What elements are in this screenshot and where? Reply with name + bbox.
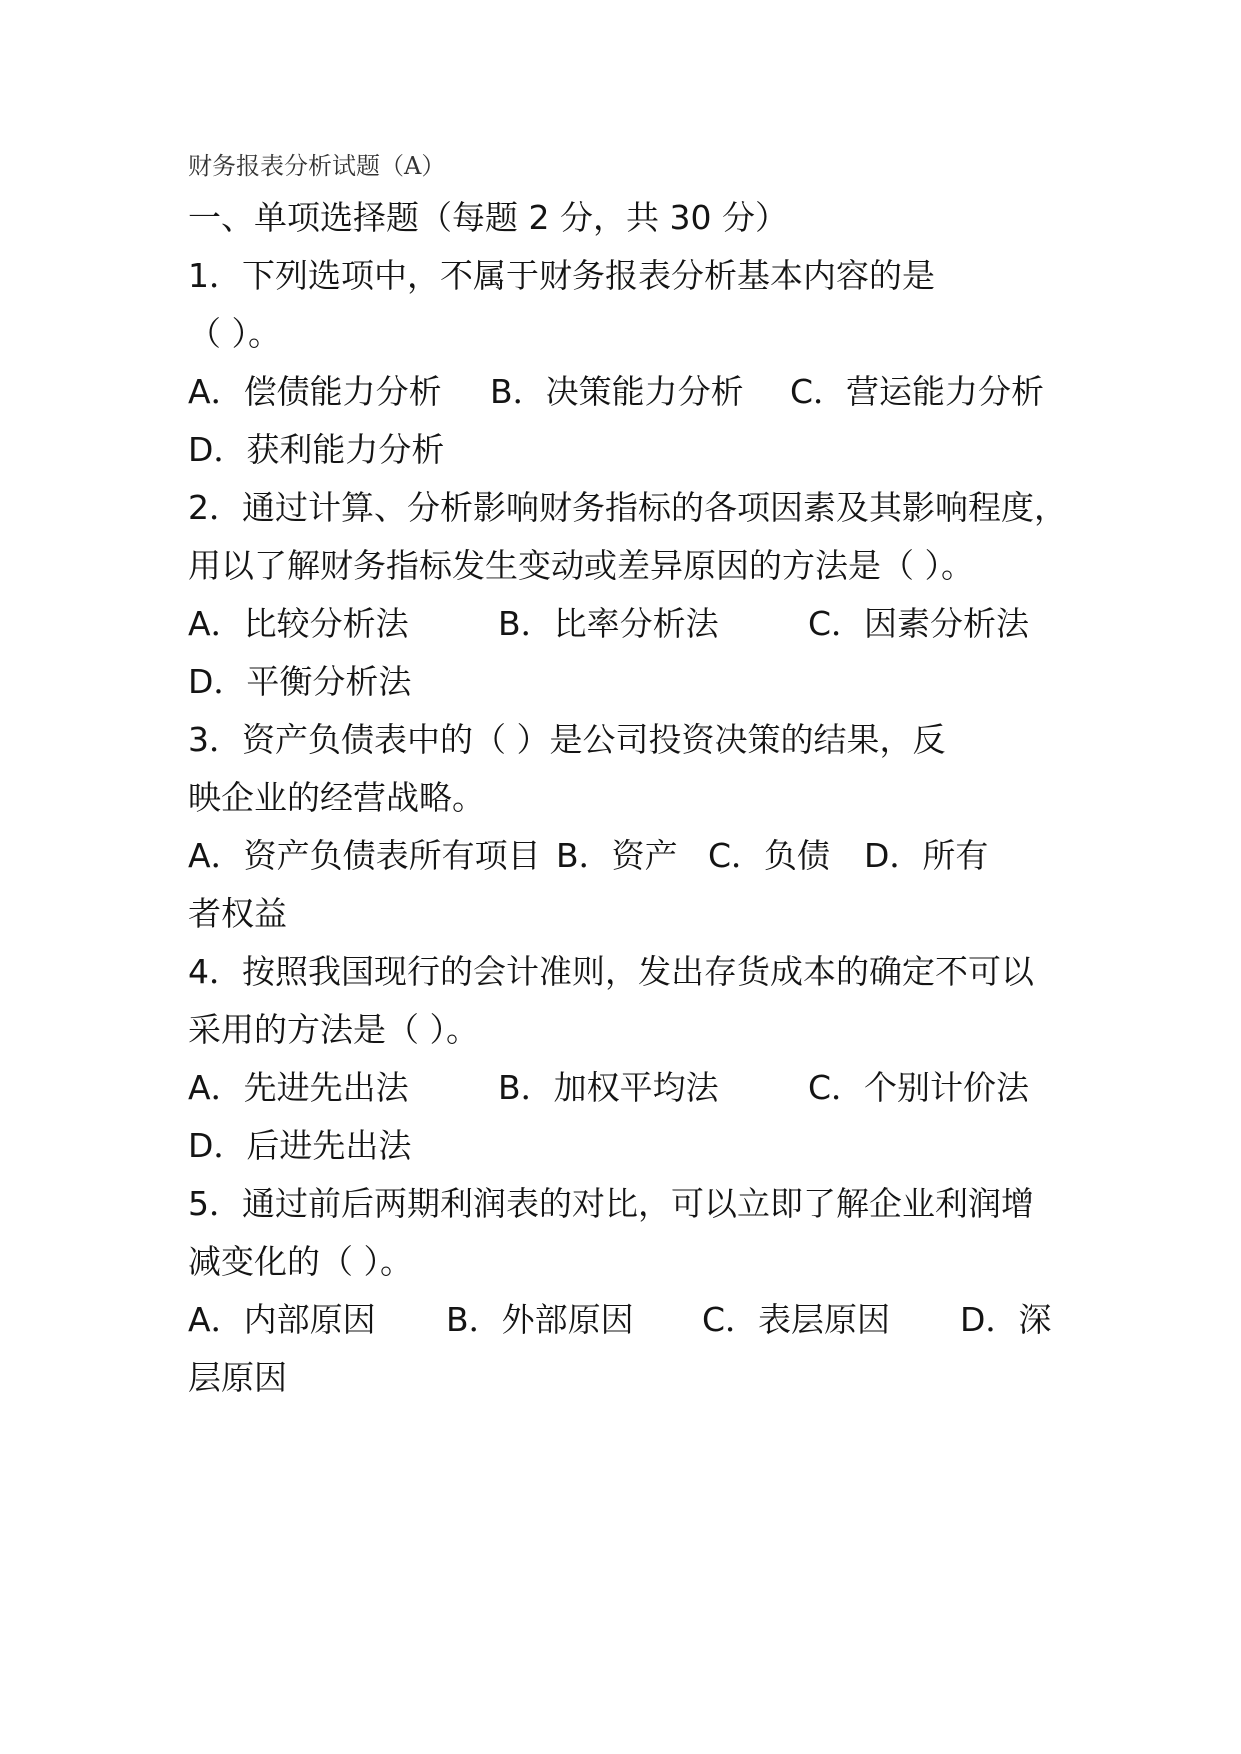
document-title: 财务报表分析试题（A） (188, 152, 446, 180)
question-4-option-c: C．个别计价法 (808, 1068, 1030, 1107)
question-2-option-a: A．比较分析法 (188, 604, 409, 643)
question-5-stem-line-2: 减变化的（ ）。 (188, 1242, 413, 1281)
question-4-stem-line-1: 4．按照我国现行的会计准则，发出存货成本的确定不可以 (188, 952, 1034, 991)
question-5-option-d: D．深 (960, 1300, 1052, 1339)
question-4-stem-line-2: 采用的方法是（ ）。 (188, 1010, 479, 1049)
question-3-stem-line-2: 映企业的经营战略。 (188, 778, 485, 817)
question-2-option-d: D．平衡分析法 (188, 662, 412, 701)
question-4-option-a: A．先进先出法 (188, 1068, 409, 1107)
section-header: 一、单项选择题（每题 2 分，共 30 分） (188, 198, 788, 237)
question-4-option-b: B．加权平均法 (498, 1068, 719, 1107)
question-2-option-c: C．因素分析法 (808, 604, 1030, 643)
question-3-option-c: C．负债 (708, 836, 831, 875)
question-1-option-a: A．偿债能力分析 (188, 372, 442, 411)
question-5-option-a: A．内部原因 (188, 1300, 376, 1339)
question-3-option-d: D．所有 (864, 836, 989, 875)
question-2-stem-line-1: 2．通过计算、分析影响财务指标的各项因素及其影响程度， (188, 488, 1067, 527)
question-3-stem-line-1: 3．资产负债表中的（ ）是公司投资决策的结果，反 (188, 720, 946, 759)
question-5-option-b: B．外部原因 (446, 1300, 634, 1339)
question-2-stem-line-2: 用以了解财务指标发生变动或差异原因的方法是（ ）。 (188, 546, 974, 585)
question-2-option-b: B．比率分析法 (498, 604, 719, 643)
question-1-option-b: B．决策能力分析 (490, 372, 744, 411)
question-3-option-a: A．资产负债表所有项目 (188, 836, 541, 875)
question-5-option-d-continued: 层原因 (188, 1358, 287, 1397)
question-5-stem-line-1: 5．通过前后两期利润表的对比，可以立即了解企业利润增 (188, 1184, 1034, 1223)
question-3-option-b: B．资产 (556, 836, 678, 875)
question-1-option-d: D．获利能力分析 (188, 430, 445, 469)
question-1-stem-line-1: 1．下列选项中，不属于财务报表分析基本内容的是 (188, 256, 935, 295)
question-5-option-c: C．表层原因 (702, 1300, 891, 1339)
question-3-option-d-continued: 者权益 (188, 894, 287, 933)
question-1-stem-line-2: （ ）。 (188, 314, 281, 353)
question-4-option-d: D．后进先出法 (188, 1126, 412, 1165)
question-1-option-c: C．营运能力分析 (790, 372, 1045, 411)
